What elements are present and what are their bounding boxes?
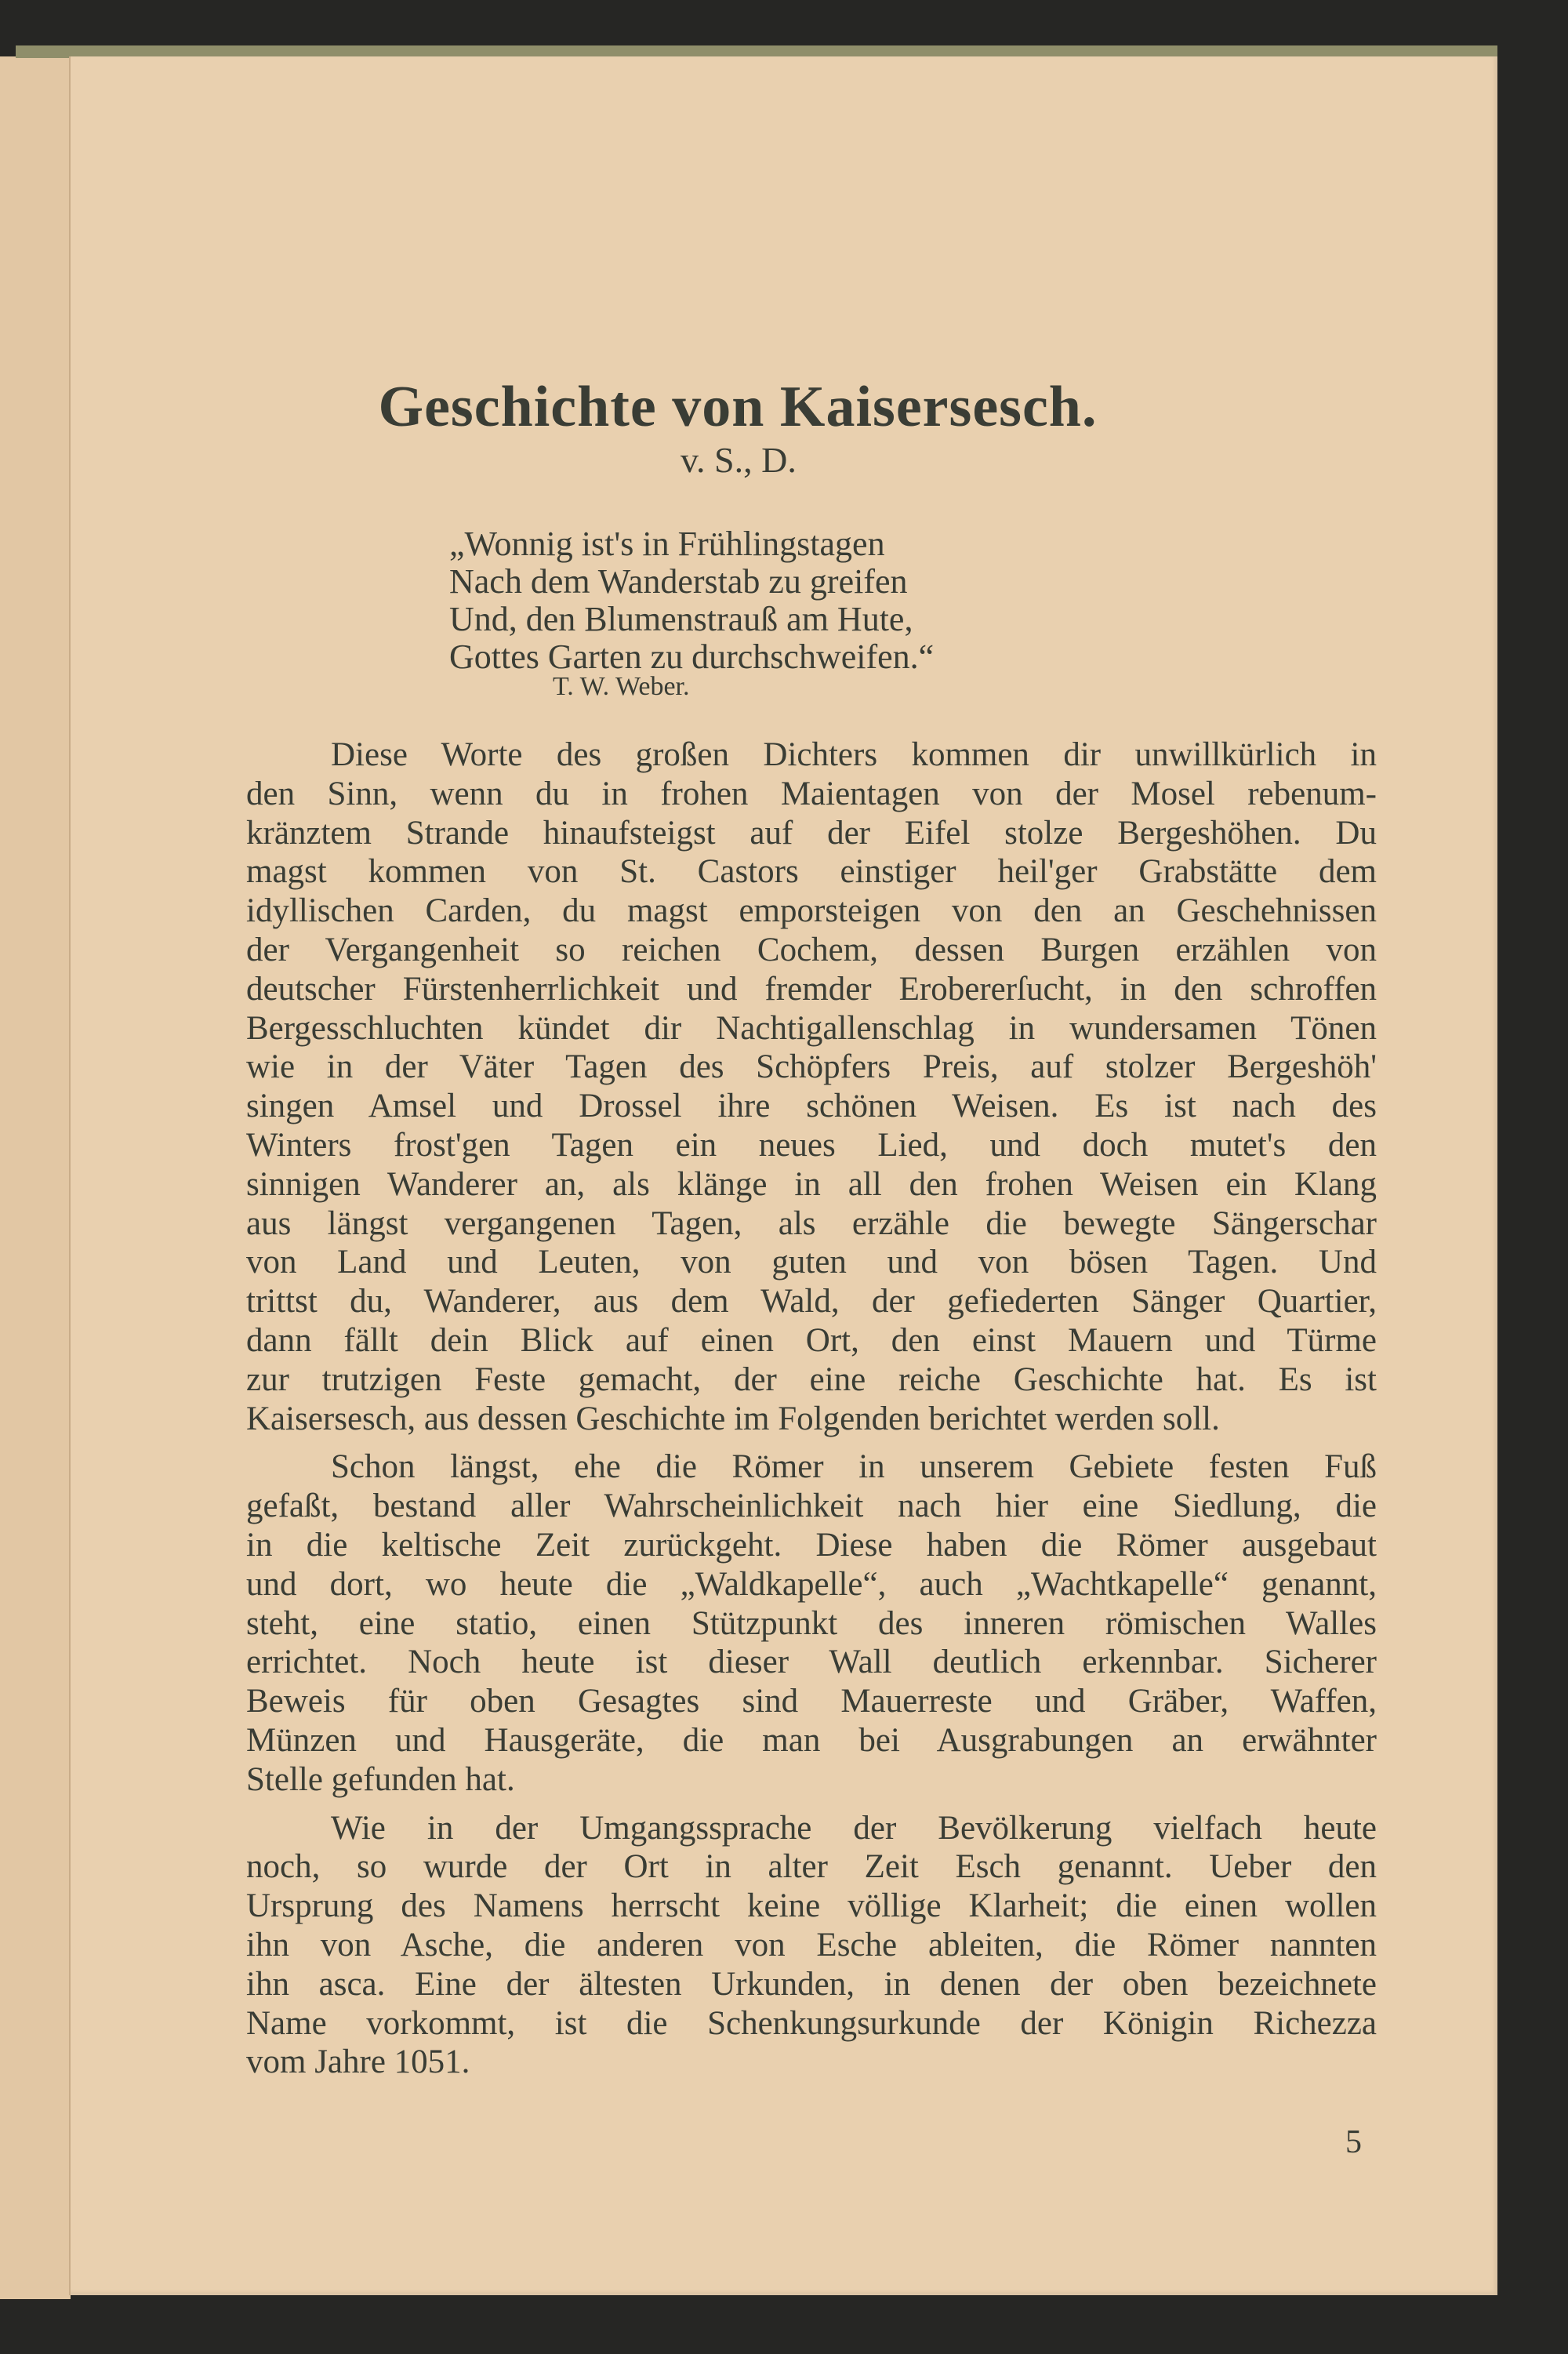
text-line: Schon längst, ehe die Römer in unserem Gebiete festen Fuß (331, 1448, 1377, 1486)
body-text (246, 736, 1377, 2091)
text-line: und dort, wo heute die „Waldkapelle“, auch „Wachtkapelle“ genannt, (246, 1565, 1377, 1603)
title-text: Geschichte von Kaisersesch. (378, 375, 1098, 439)
page-title (69, 374, 1497, 441)
epigraph-poem (449, 525, 934, 676)
text-line: in die keltische Zeit zurückgeht. Diese haben die Römer ausgebaut (246, 1526, 1377, 1564)
text-line: singen Amsel und Drossel ihre schönen Weisen. Es ist nach des (246, 1088, 1377, 1125)
text-line: deutscher Fürstenherrlichkeit und fremder Erobererſucht, in den schroffen (246, 970, 1377, 1008)
text-line: kränztem Strande hinaufsteigst auf der Eifel stolze Bergeshöhen. Du (246, 814, 1377, 852)
poem-line: Gottes Garten zu durchschweifen.“ (449, 638, 935, 676)
text-line: Stelle gefunden hat. (246, 1760, 515, 1798)
text-line: ihn von Asche, die anderen von Esche ableiten, die Römer nannten (246, 1926, 1377, 1963)
text-line: vom Jahre 1051. (246, 2043, 470, 2081)
book-page (69, 56, 1497, 2295)
text-line: Name vorkommt, ist die Schenkungsurkunde der Königin Richezza (246, 2004, 1377, 2042)
text-line: Kaisersesch, aus dessen Geschichte im Folgenden berichtet werden soll. (246, 1400, 1220, 1437)
text-line: idyllischen Carden, du magst emporsteigen von den an Geschehnissen (246, 892, 1377, 930)
text-line: sinnigen Wanderer an, als klänge in all den frohen Weisen ein Klang (246, 1165, 1377, 1203)
underlying-page-edge (0, 56, 71, 2299)
paragraph (246, 736, 1377, 1438)
text-line: Münzen und Hausgeräte, die man bei Ausgrabungen an erwähnter (246, 1721, 1377, 1759)
page-number: 5 (1345, 2124, 1362, 2160)
text-line: Wie in der Umgangssprache der Bevölkerung vielfach heute (331, 1809, 1377, 1847)
paragraph (246, 1809, 1377, 2083)
text-line: Bergesschluchten kündet dir Nachtigallenschlag in wundersamen Tönen (246, 1009, 1377, 1047)
text-line: magst kommen von St. Castors einstiger heil'ger Grabstätte dem (246, 853, 1377, 891)
text-line: errichtet. Noch heute ist dieser Wall deutlich erkennbar. Sicherer (246, 1644, 1377, 1681)
text-line: den Sinn, wenn du in frohen Maientagen von der Mosel rebenum- (246, 775, 1377, 812)
text-line: Beweis für oben Gesagtes sind Mauerreste und Gräber, Waffen, (246, 1683, 1377, 1720)
text-line: zur trutzigen Feste gemacht, der eine reiche Geschichte hat. Es ist (246, 1360, 1377, 1398)
text-line: steht, eine statio, einen Stützpunkt des inneren römischen Walles (246, 1604, 1377, 1642)
text-line: wie in der Väter Tagen des Schöpfers Preis, auf stolzer Bergeshöh' (246, 1048, 1377, 1086)
poem-line: Und, den Blumenstrauß am Hute, (449, 600, 913, 638)
text-line: noch, so wurde der Ort in alter Zeit Esch genannt. Ueber den (246, 1848, 1377, 1886)
text-line: der Vergangenheit so reichen Cochem, dessen Burgen erzählen von (246, 931, 1377, 968)
text-line: ihn asca. Eine der ältesten Urkunden, in denen der oben bezeichnete (246, 1965, 1377, 2003)
text-line: von Land und Leuten, von guten und von bösen Tagen. Und (246, 1244, 1377, 1281)
text-line: Diese Worte des großen Dichters kommen dir unwillkürlich in (331, 736, 1377, 773)
epigraph-source: T. W. Weber. (553, 672, 690, 701)
author-line: v. S., D. (681, 440, 797, 480)
text-line: Ursprung des Namens herrscht keine völlige Klarheit; die einen wollen (246, 1887, 1377, 1925)
text-line: aus längst vergangenen Tagen, als erzähle die bewegte Sängerschar (246, 1204, 1377, 1242)
text-line: Winters frost'gen Tagen ein neues Lied, und doch mutet's den (246, 1126, 1377, 1164)
poem-line: „Wonnig ist's in Frühlingstagen (449, 525, 885, 563)
text-line: trittst du, Wanderer, aus dem Wald, der gefiederten Sänger Quartier, (246, 1283, 1377, 1320)
text-line: dann fällt dein Blick auf einen Ort, den einst Mauern und Türme (246, 1321, 1377, 1359)
poem-line: Nach dem Wanderstab zu greifen (449, 562, 908, 601)
paragraph (246, 1448, 1377, 1799)
text-line: gefaßt, bestand aller Wahrscheinlichkeit nach hier eine Siedlung, die (246, 1488, 1377, 1525)
